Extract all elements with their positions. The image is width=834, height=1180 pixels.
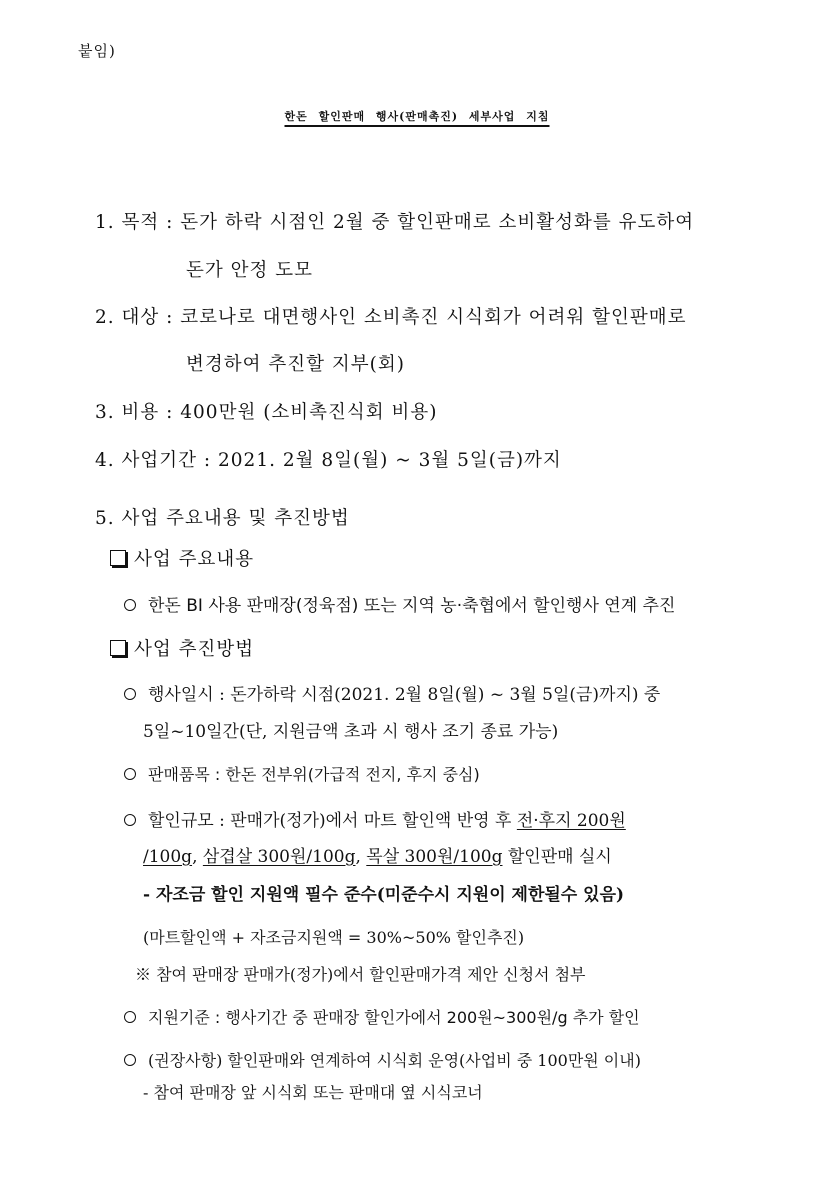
products-text: 판매품목 : 한돈 전부위(가급적 전지, 후지 중심): [148, 765, 480, 784]
criteria-text: 지원기준 : 행사기간 중 판매장 할인가에서 200원~300원/g 추가 할인: [148, 1008, 640, 1027]
formula-line: (마트할인액 + 자조금지원액 = 30%~50% 할인추진): [143, 928, 525, 947]
event-date-line-1: [124, 680, 660, 705]
recommend-sub-line: - 참여 판매장 앞 시식회 또는 판매대 옆 시식코너: [143, 1083, 483, 1102]
circle-bullet-icon: [124, 688, 136, 700]
checkbox-square-icon: [110, 550, 126, 566]
main-content-heading-text: 사업 주요내용: [134, 549, 255, 570]
target-line-1: 2. 대상 : 코로나로 대면행사인 소비촉진 시식회가 어려워 할인판매로: [95, 307, 687, 328]
discount-text-1: 할인규모 : 판매가(정가)에서 마트 할인액 반영 후: [148, 811, 517, 831]
note-line: ※ 참여 판매장 판매가(정가)에서 할인판매가격 제안 신청서 첨부: [135, 965, 586, 984]
checkbox-square-icon: [110, 640, 126, 656]
criteria-line: [124, 1005, 640, 1028]
discount-line-1: [124, 806, 626, 831]
circle-bullet-icon: [124, 814, 136, 826]
main-content-heading: [110, 545, 254, 571]
purpose-line-1: 1. 목적 : 돈가 하락 시점인 2월 중 할인판매로 소비활성화를 유도하여: [95, 212, 695, 233]
method-heading-text: 사업 추진방법: [134, 639, 255, 660]
purpose-line-2: 돈가 안정 도모: [186, 260, 313, 281]
discount-underlined-3: 삼겹살 300원/100g: [202, 847, 356, 867]
document-title-text: 한돈 할인판매 행사(판매촉진) 세부사업 지침: [284, 110, 550, 123]
discount-suffix: 할인판매 실시: [502, 847, 612, 867]
section5-heading: 5. 사업 주요내용 및 추진방법: [95, 508, 350, 529]
discount-underlined-1: 전·후지 200원: [516, 811, 626, 831]
attachment-label: 붙임): [78, 42, 116, 60]
method-heading: [110, 635, 254, 661]
recommend-line: [124, 1048, 641, 1071]
mandatory-line: - 자조금 할인 지원액 필수 준수(미준수시 지원이 제한될수 있음): [143, 885, 625, 905]
circle-bullet-icon: [124, 768, 136, 780]
discount-underlined-4: 목살 300원/100g: [366, 847, 503, 867]
event-date-line-2: 5일~10일간(단, 지원금액 초과 시 행사 조기 종료 가능): [143, 722, 559, 742]
cost-line: 3. 비용 : 400만원 (소비촉진식회 비용): [95, 402, 438, 423]
discount-sep-2: ,: [355, 847, 367, 867]
discount-line-2: [143, 842, 612, 867]
event-date-text-1: 행사일시 : 돈가하락 시점(2021. 2월 8일(월) ~ 3월 5일(금)까지) 중: [148, 685, 661, 705]
main-content-bullet: [124, 591, 675, 616]
circle-bullet-icon: [124, 1011, 136, 1023]
period-line: 4. 사업기간 : 2021. 2월 8일(월) ~ 3월 5일(금)까지: [95, 450, 562, 471]
circle-bullet-icon: [124, 1054, 136, 1066]
discount-sep-1: ,: [192, 847, 203, 867]
target-line-2: 변경하여 추진할 지부(회): [186, 354, 405, 375]
products-line: [124, 762, 480, 785]
main-content-bullet-text: 한돈 BI 사용 판매장(정육점) 또는 지역 농·축협에서 할인행사 연계 추진: [148, 596, 676, 616]
circle-bullet-icon: [124, 599, 136, 611]
recommend-text: (권장사항) 할인판매와 연계하여 시식회 운영(사업비 중 100만원 이내): [148, 1051, 641, 1070]
discount-underlined-2: /100g: [143, 847, 193, 867]
document-title: [0, 108, 834, 124]
